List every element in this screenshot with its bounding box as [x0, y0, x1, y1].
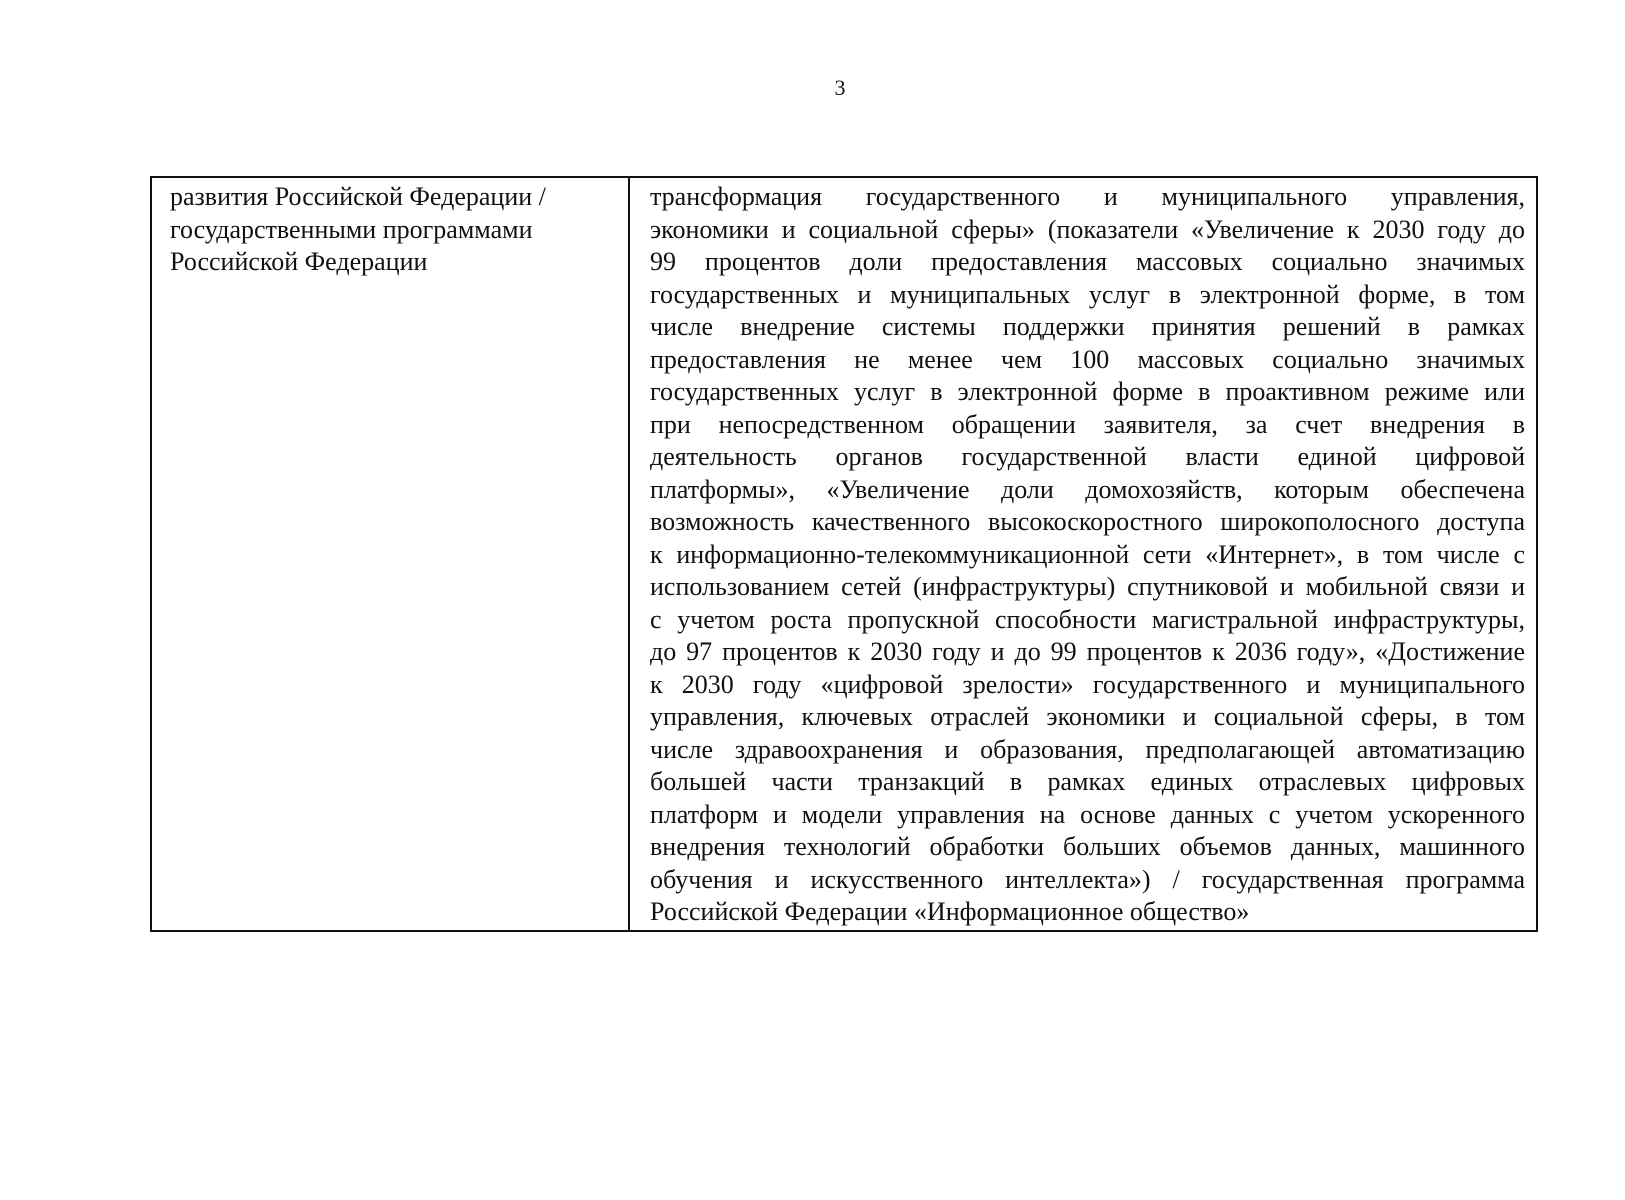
- right-cell-line: предоставления не менее чем 100 массовых социально значимых: [650, 344, 1525, 374]
- right-cell-line: числе внедрение системы поддержки принятия решений в рамках: [650, 312, 1525, 341]
- right-cell-line: государственных и муниципальных услуг в электронной форме, в том: [650, 279, 1525, 309]
- right-cell-line: управления, ключевых отраслей экономики и социальной сферы, в том: [650, 702, 1525, 731]
- right-cell-line: возможность качественного высокоскоростного широкополосного доступа: [650, 507, 1525, 536]
- right-cell-line: числе здравоохранения и образования, предполагающей автоматизацию: [650, 734, 1525, 764]
- right-cell-line: 99 процентов доли предоставления массовых социально значимых: [650, 247, 1525, 276]
- table-cell-left: [152, 178, 630, 930]
- right-cell-line: к 2030 году «цифровой зрелости» государственного и муниципального: [650, 669, 1525, 699]
- right-cell-line: платформы», «Увеличение доли домохозяйств, которым обеспечена: [650, 474, 1525, 504]
- right-cell-line: платформ и модели управления на основе данных с учетом ускоренного: [650, 799, 1525, 829]
- right-cell-line: с учетом роста пропускной способности магистральной инфраструктуры,: [650, 604, 1525, 634]
- right-cell-line: экономики и социальной сферы» (показатели «Увеличение к 2030 году до: [650, 214, 1525, 244]
- left-cell-line: государственными программами: [170, 214, 533, 244]
- page-number: 3: [834, 75, 846, 100]
- left-cell-line: развития Российской Федерации /: [170, 182, 546, 211]
- right-cell-line: до 97 процентов к 2030 году и до 99 процентов к 2036 году», «Достижение: [650, 637, 1525, 666]
- right-cell-line: к информационно-телекоммуникационной сети «Интернет», в том числе с: [650, 539, 1525, 569]
- right-cell-line: Российской Федерации «Информационное общество»: [650, 897, 1250, 926]
- right-cell-line: деятельность органов государственной власти единой цифровой: [650, 442, 1525, 471]
- document-table: [150, 176, 1538, 932]
- right-cell-line: внедрения технологий обработки больших объемов данных, машинного: [650, 832, 1525, 861]
- right-cell-line: обучения и искусственного интеллекта») / государственная программа: [650, 864, 1525, 894]
- right-cell-line: при непосредственном обращении заявителя, за счет внедрения в: [650, 409, 1525, 439]
- right-cell-line: государственных услуг в электронной форме в проактивном режиме или: [650, 377, 1525, 406]
- right-cell-line: трансформация государственного и муниципального управления,: [650, 182, 1525, 211]
- table-cell-right: [630, 178, 1536, 930]
- right-cell-line: большей части транзакций в рамках единых отраслевых цифровых: [650, 767, 1525, 796]
- right-cell-line: использованием сетей (инфраструктуры) спутниковой и мобильной связи и: [650, 572, 1525, 601]
- left-cell-line: Российской Федерации: [170, 247, 428, 276]
